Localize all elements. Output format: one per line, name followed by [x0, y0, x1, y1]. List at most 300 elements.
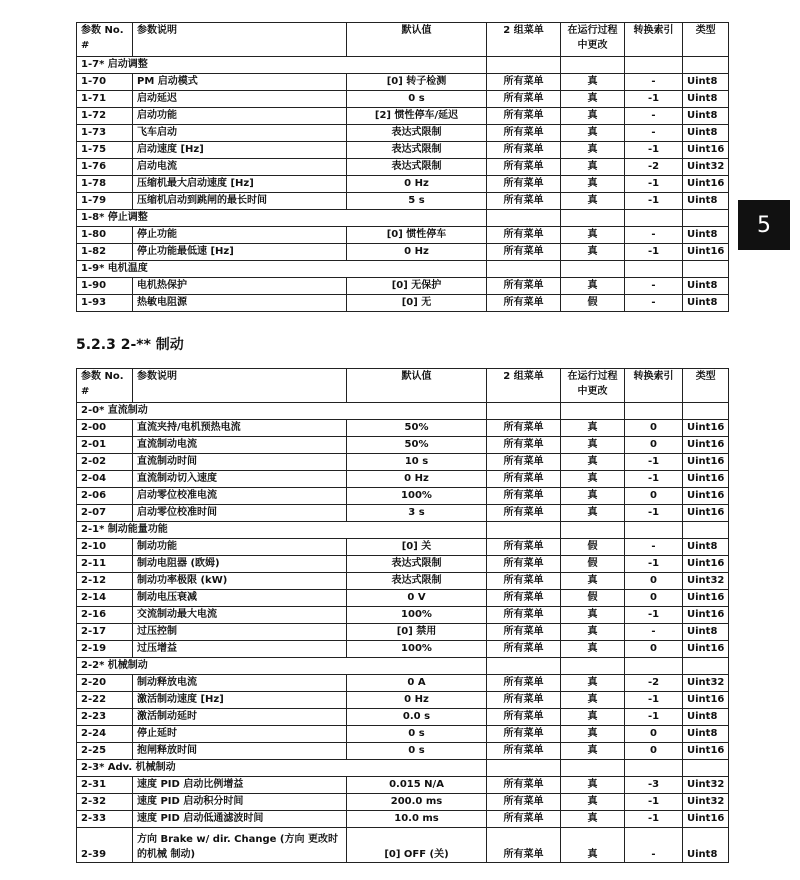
cell-conv: -2	[625, 675, 683, 692]
table-row	[77, 675, 729, 692]
header-conversion-index: 转换索引	[625, 23, 683, 57]
cell-desc: 过压增益	[133, 641, 347, 658]
table-row	[77, 624, 729, 641]
empty-cell	[487, 403, 561, 420]
cell-type: Uint16	[683, 420, 729, 437]
cell-change: 真	[561, 420, 625, 437]
cell-menu: 所有菜单	[487, 176, 561, 193]
table-row	[77, 539, 729, 556]
header-description: 参数说明	[133, 23, 347, 57]
cell-conv: -1	[625, 556, 683, 573]
cell-def: 100%	[347, 641, 487, 658]
cell-conv: -1	[625, 471, 683, 488]
cell-def: 5 s	[347, 193, 487, 210]
cell-def: 0 Hz	[347, 471, 487, 488]
group-row	[77, 760, 729, 777]
empty-cell	[561, 760, 625, 777]
cell-conv: -	[625, 624, 683, 641]
cell-def: [0] 无	[347, 295, 487, 312]
cell-change: 真	[561, 828, 625, 863]
cell-menu: 所有菜单	[487, 811, 561, 828]
group-label: 2-2* 机械制动	[77, 658, 487, 675]
chapter-tab: 5	[738, 200, 790, 250]
cell-change: 真	[561, 108, 625, 125]
cell-def: 表达式限制	[347, 573, 487, 590]
group-label: 2-1* 制动能量功能	[77, 522, 487, 539]
cell-def: 表达式限制	[347, 125, 487, 142]
cell-change: 真	[561, 794, 625, 811]
cell-desc: 压缩机最大启动速度 [Hz]	[133, 176, 347, 193]
table-row	[77, 278, 729, 295]
cell-type: Uint32	[683, 573, 729, 590]
cell-conv: 0	[625, 641, 683, 658]
cell-desc: 停止延时	[133, 726, 347, 743]
cell-desc: 飞车启动	[133, 125, 347, 142]
cell-type: Uint8	[683, 828, 729, 863]
cell-desc: 交流制动最大电流	[133, 607, 347, 624]
group-row	[77, 57, 729, 74]
cell-desc: 启动功能	[133, 108, 347, 125]
cell-type: Uint16	[683, 454, 729, 471]
cell-type: Uint16	[683, 641, 729, 658]
cell-change: 真	[561, 74, 625, 91]
cell-desc: 制动功能	[133, 539, 347, 556]
cell-menu: 所有菜单	[487, 641, 561, 658]
cell-def: 10 s	[347, 454, 487, 471]
table-row	[77, 471, 729, 488]
cell-conv: -	[625, 278, 683, 295]
header-change-during-op: 在运行过程中更改	[561, 369, 625, 403]
cell-type: Uint16	[683, 505, 729, 522]
table-row	[77, 454, 729, 471]
cell-def: 100%	[347, 488, 487, 505]
cell-conv: -2	[625, 159, 683, 176]
cell-menu: 所有菜单	[487, 454, 561, 471]
cell-def: 0.0 s	[347, 709, 487, 726]
cell-no: 2-14	[77, 590, 133, 607]
cell-conv: -1	[625, 709, 683, 726]
empty-cell	[625, 522, 683, 539]
cell-def: 表达式限制	[347, 142, 487, 159]
cell-no: 1-71	[77, 91, 133, 108]
cell-change: 真	[561, 709, 625, 726]
cell-conv: -	[625, 539, 683, 556]
cell-conv: -1	[625, 794, 683, 811]
cell-def: [0] 无保护	[347, 278, 487, 295]
cell-type: Uint32	[683, 777, 729, 794]
cell-type: Uint16	[683, 556, 729, 573]
cell-no: 1-93	[77, 295, 133, 312]
empty-cell	[487, 522, 561, 539]
cell-change: 假	[561, 556, 625, 573]
cell-menu: 所有菜单	[487, 125, 561, 142]
cell-no: 2-39	[77, 828, 133, 863]
cell-no: 2-23	[77, 709, 133, 726]
cell-type: Uint8	[683, 709, 729, 726]
cell-menu: 所有菜单	[487, 624, 561, 641]
cell-conv: -	[625, 295, 683, 312]
header-param-no: 参数 No. #	[77, 23, 133, 57]
cell-conv: 0	[625, 726, 683, 743]
group-row	[77, 522, 729, 539]
cell-change: 假	[561, 295, 625, 312]
cell-no: 1-76	[77, 159, 133, 176]
cell-no: 2-20	[77, 675, 133, 692]
cell-def: 表达式限制	[347, 556, 487, 573]
cell-change: 真	[561, 573, 625, 590]
empty-cell	[683, 403, 729, 420]
cell-menu: 所有菜单	[487, 193, 561, 210]
cell-no: 2-00	[77, 420, 133, 437]
cell-def: 0.015 N/A	[347, 777, 487, 794]
cell-menu: 所有菜单	[487, 227, 561, 244]
cell-desc: 制动释放电流	[133, 675, 347, 692]
cell-type: Uint16	[683, 811, 729, 828]
cell-change: 真	[561, 193, 625, 210]
cell-type: Uint16	[683, 437, 729, 454]
cell-desc: 压缩机启动到跳闸的最长时间	[133, 193, 347, 210]
empty-cell	[625, 403, 683, 420]
cell-change: 真	[561, 743, 625, 760]
cell-desc: 抱闸释放时间	[133, 743, 347, 760]
table-row	[77, 437, 729, 454]
cell-no: 2-06	[77, 488, 133, 505]
cell-no: 2-32	[77, 794, 133, 811]
header-param-no: 参数 No. #	[77, 369, 133, 403]
cell-change: 真	[561, 488, 625, 505]
table-row	[77, 91, 729, 108]
header-menu: 2 组菜单	[487, 369, 561, 403]
table-row	[77, 193, 729, 210]
empty-cell	[625, 57, 683, 74]
header-default: 默认值	[347, 23, 487, 57]
cell-desc: 制动功率极限 (kW)	[133, 573, 347, 590]
cell-type: Uint8	[683, 91, 729, 108]
cell-def: 0 s	[347, 726, 487, 743]
table-row	[77, 828, 729, 863]
cell-change: 真	[561, 692, 625, 709]
table-row	[77, 488, 729, 505]
cell-conv: 0	[625, 590, 683, 607]
cell-desc: 电机热保护	[133, 278, 347, 295]
empty-cell	[683, 522, 729, 539]
cell-change: 真	[561, 244, 625, 261]
cell-no: 1-79	[77, 193, 133, 210]
cell-conv: -1	[625, 454, 683, 471]
table-row	[77, 607, 729, 624]
cell-desc: 启动零位校准电流	[133, 488, 347, 505]
cell-no: 2-17	[77, 624, 133, 641]
cell-def: 200.0 ms	[347, 794, 487, 811]
cell-desc: 启动零位校准时间	[133, 505, 347, 522]
cell-conv: -	[625, 227, 683, 244]
cell-no: 2-24	[77, 726, 133, 743]
cell-menu: 所有菜单	[487, 726, 561, 743]
cell-type: Uint32	[683, 675, 729, 692]
cell-menu: 所有菜单	[487, 675, 561, 692]
empty-cell	[561, 261, 625, 278]
cell-def: 3 s	[347, 505, 487, 522]
cell-no: 1-80	[77, 227, 133, 244]
cell-conv: -1	[625, 142, 683, 159]
cell-change: 真	[561, 505, 625, 522]
cell-type: Uint8	[683, 539, 729, 556]
cell-no: 2-07	[77, 505, 133, 522]
cell-no: 2-10	[77, 539, 133, 556]
cell-no: 2-33	[77, 811, 133, 828]
cell-def: 10.0 ms	[347, 811, 487, 828]
table-row	[77, 142, 729, 159]
table-row	[77, 505, 729, 522]
cell-type: Uint8	[683, 74, 729, 91]
cell-change: 真	[561, 454, 625, 471]
cell-menu: 所有菜单	[487, 488, 561, 505]
cell-no: 2-16	[77, 607, 133, 624]
cell-change: 真	[561, 726, 625, 743]
cell-def: [0] 转子检测	[347, 74, 487, 91]
cell-conv: -3	[625, 777, 683, 794]
cell-menu: 所有菜单	[487, 420, 561, 437]
empty-cell	[625, 658, 683, 675]
cell-conv: -1	[625, 505, 683, 522]
cell-conv: -	[625, 828, 683, 863]
cell-desc: 激活制动速度 [Hz]	[133, 692, 347, 709]
cell-desc: 速度 PID 启动比例增益	[133, 777, 347, 794]
cell-def: 50%	[347, 420, 487, 437]
empty-cell	[561, 522, 625, 539]
cell-menu: 所有菜单	[487, 295, 561, 312]
cell-conv: 0	[625, 488, 683, 505]
cell-desc: 直流制动时间	[133, 454, 347, 471]
cell-type: Uint8	[683, 726, 729, 743]
header-type: 类型	[683, 369, 729, 403]
cell-menu: 所有菜单	[487, 743, 561, 760]
cell-conv: -1	[625, 244, 683, 261]
table-row	[77, 743, 729, 760]
cell-no: 1-82	[77, 244, 133, 261]
cell-def: 0 A	[347, 675, 487, 692]
cell-def: [0] 惯性停车	[347, 227, 487, 244]
empty-cell	[487, 658, 561, 675]
cell-menu: 所有菜单	[487, 278, 561, 295]
cell-desc: 启动延迟	[133, 91, 347, 108]
group-label: 2-0* 直流制动	[77, 403, 487, 420]
cell-type: Uint16	[683, 176, 729, 193]
cell-menu: 所有菜单	[487, 692, 561, 709]
cell-menu: 所有菜单	[487, 74, 561, 91]
cell-menu: 所有菜单	[487, 709, 561, 726]
group-row	[77, 658, 729, 675]
cell-change: 假	[561, 590, 625, 607]
cell-type: Uint16	[683, 244, 729, 261]
cell-def: [0] 关	[347, 539, 487, 556]
empty-cell	[487, 57, 561, 74]
group-label: 2-3* Adv. 机械制动	[77, 760, 487, 777]
header-menu: 2 组菜单	[487, 23, 561, 57]
cell-desc: 启动电流	[133, 159, 347, 176]
cell-menu: 所有菜单	[487, 590, 561, 607]
cell-type: Uint16	[683, 607, 729, 624]
table-row	[77, 692, 729, 709]
cell-change: 真	[561, 607, 625, 624]
table-row	[77, 590, 729, 607]
cell-menu: 所有菜单	[487, 159, 561, 176]
cell-menu: 所有菜单	[487, 108, 561, 125]
cell-conv: -1	[625, 176, 683, 193]
cell-desc: 停止功能	[133, 227, 347, 244]
header-row	[77, 23, 729, 57]
empty-cell	[683, 658, 729, 675]
cell-def: 0 Hz	[347, 692, 487, 709]
cell-type: Uint8	[683, 193, 729, 210]
table-row	[77, 709, 729, 726]
cell-menu: 所有菜单	[487, 91, 561, 108]
cell-menu: 所有菜单	[487, 828, 561, 863]
cell-menu: 所有菜单	[487, 573, 561, 590]
cell-menu: 所有菜单	[487, 471, 561, 488]
empty-cell	[683, 210, 729, 227]
empty-cell	[487, 261, 561, 278]
cell-def: 0 Hz	[347, 176, 487, 193]
table-row	[77, 777, 729, 794]
cell-no: 2-02	[77, 454, 133, 471]
empty-cell	[487, 210, 561, 227]
table-row	[77, 556, 729, 573]
cell-type: Uint8	[683, 624, 729, 641]
cell-type: Uint16	[683, 471, 729, 488]
cell-menu: 所有菜单	[487, 777, 561, 794]
cell-type: Uint8	[683, 278, 729, 295]
group-row	[77, 403, 729, 420]
cell-conv: -1	[625, 811, 683, 828]
empty-cell	[561, 403, 625, 420]
cell-change: 真	[561, 675, 625, 692]
group-label: 1-7* 启动调整	[77, 57, 487, 74]
cell-menu: 所有菜单	[487, 794, 561, 811]
header-type: 类型	[683, 23, 729, 57]
cell-no: 1-73	[77, 125, 133, 142]
cell-def: 0 V	[347, 590, 487, 607]
table-row	[77, 573, 729, 590]
cell-conv: -	[625, 108, 683, 125]
cell-type: Uint16	[683, 142, 729, 159]
table-row	[77, 159, 729, 176]
cell-no: 1-70	[77, 74, 133, 91]
cell-no: 2-25	[77, 743, 133, 760]
cell-change: 真	[561, 176, 625, 193]
cell-conv: -	[625, 74, 683, 91]
cell-conv: -	[625, 125, 683, 142]
parameter-table-2	[76, 368, 729, 863]
cell-desc: 直流夹持/电机预热电流	[133, 420, 347, 437]
cell-type: Uint16	[683, 692, 729, 709]
cell-def: [0] OFF (关)	[347, 828, 487, 863]
cell-change: 真	[561, 91, 625, 108]
header-description: 参数说明	[133, 369, 347, 403]
cell-menu: 所有菜单	[487, 142, 561, 159]
cell-type: Uint16	[683, 488, 729, 505]
cell-def: 0 Hz	[347, 244, 487, 261]
table-row	[77, 244, 729, 261]
cell-desc: PM 启动模式	[133, 74, 347, 91]
cell-desc: 直流制动切入速度	[133, 471, 347, 488]
cell-type: Uint16	[683, 590, 729, 607]
cell-conv: 0	[625, 573, 683, 590]
empty-cell	[625, 261, 683, 278]
cell-menu: 所有菜单	[487, 556, 561, 573]
empty-cell	[683, 760, 729, 777]
cell-no: 1-75	[77, 142, 133, 159]
cell-menu: 所有菜单	[487, 607, 561, 624]
group-row	[77, 261, 729, 278]
cell-no: 2-31	[77, 777, 133, 794]
cell-desc: 热敏电阻源	[133, 295, 347, 312]
cell-change: 真	[561, 777, 625, 794]
cell-def: [0] 禁用	[347, 624, 487, 641]
cell-change: 真	[561, 641, 625, 658]
table-row	[77, 74, 729, 91]
cell-def: 50%	[347, 437, 487, 454]
cell-menu: 所有菜单	[487, 505, 561, 522]
empty-cell	[561, 210, 625, 227]
cell-change: 真	[561, 278, 625, 295]
cell-desc: 制动电压衰减	[133, 590, 347, 607]
cell-conv: 0	[625, 420, 683, 437]
header-conversion-index: 转换索引	[625, 369, 683, 403]
empty-cell	[561, 658, 625, 675]
cell-type: Uint32	[683, 159, 729, 176]
cell-type: Uint8	[683, 108, 729, 125]
table-row	[77, 108, 729, 125]
cell-no: 2-11	[77, 556, 133, 573]
cell-type: Uint16	[683, 743, 729, 760]
cell-conv: 0	[625, 437, 683, 454]
parameter-table-1	[76, 22, 729, 312]
cell-change: 真	[561, 159, 625, 176]
cell-def: 100%	[347, 607, 487, 624]
table-row	[77, 295, 729, 312]
cell-desc: 直流制动电流	[133, 437, 347, 454]
header-change-during-op: 在运行过程中更改	[561, 23, 625, 57]
cell-type: Uint32	[683, 794, 729, 811]
cell-desc: 方向 Brake w/ dir. Change (方向 更改时的机械 制动)	[133, 828, 347, 863]
section-title: 5.2.3 2-** 制动	[76, 337, 184, 353]
empty-cell	[625, 760, 683, 777]
table-row	[77, 176, 729, 193]
empty-cell	[683, 57, 729, 74]
header-row	[77, 369, 729, 403]
cell-conv: 0	[625, 743, 683, 760]
cell-menu: 所有菜单	[487, 539, 561, 556]
group-row	[77, 210, 729, 227]
cell-no: 1-90	[77, 278, 133, 295]
cell-def: 0 s	[347, 743, 487, 760]
cell-conv: -1	[625, 193, 683, 210]
cell-no: 2-19	[77, 641, 133, 658]
cell-conv: -1	[625, 607, 683, 624]
empty-cell	[561, 57, 625, 74]
empty-cell	[625, 210, 683, 227]
table-row	[77, 641, 729, 658]
cell-def: [2] 惯性停车/延迟	[347, 108, 487, 125]
cell-no: 2-12	[77, 573, 133, 590]
cell-type: Uint8	[683, 295, 729, 312]
cell-conv: -1	[625, 692, 683, 709]
cell-change: 真	[561, 471, 625, 488]
cell-def: 0 s	[347, 91, 487, 108]
cell-desc: 激活制动延时	[133, 709, 347, 726]
cell-desc: 制动电阻器 (欧姆)	[133, 556, 347, 573]
